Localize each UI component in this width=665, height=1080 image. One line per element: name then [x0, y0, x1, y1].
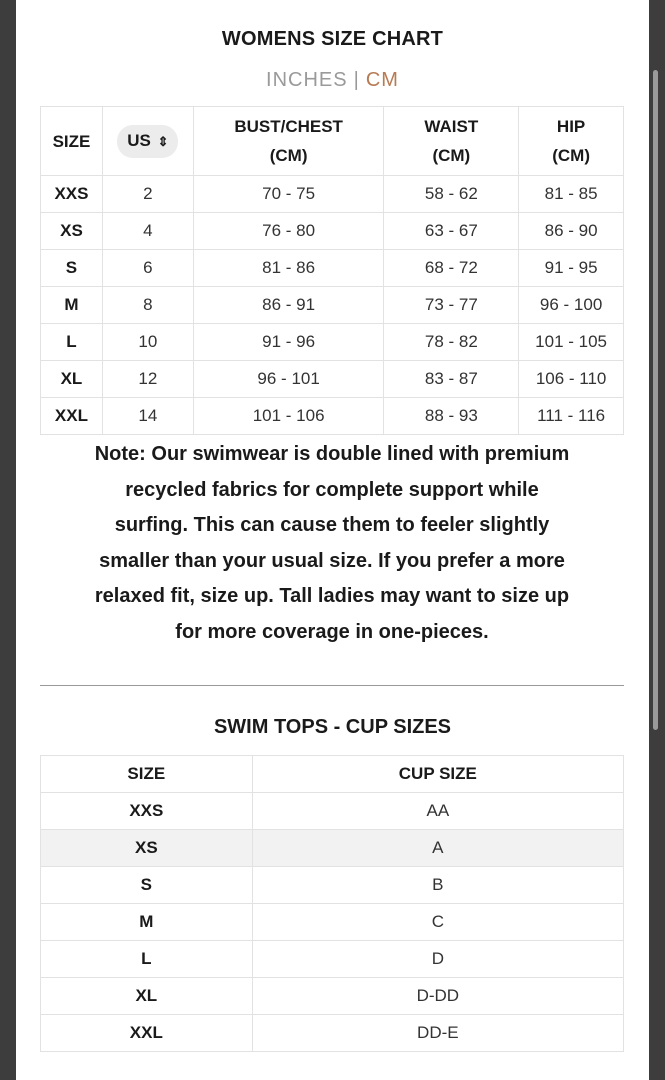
size-cell: XXS: [41, 793, 253, 830]
header-bust: BUST/CHEST (CM): [193, 107, 384, 176]
waist-cell: 78 - 82: [384, 324, 519, 361]
header-us: [102, 107, 193, 176]
us-cell: 8: [102, 287, 193, 324]
table-row: [41, 176, 624, 213]
section-divider: [40, 685, 624, 686]
bust-cell: 81 - 86: [193, 250, 384, 287]
hip-cell: 106 - 110: [519, 361, 624, 398]
size-table-header-row: [41, 107, 624, 176]
us-cell: 2: [102, 176, 193, 213]
note-line: smaller than your usual size. If you prefer a more: [99, 549, 565, 572]
header-cup-size-label: SIZE: [41, 756, 253, 793]
us-cell: 6: [102, 250, 193, 287]
table-row: [41, 978, 624, 1015]
note-line: for more coverage in one-pieces.: [175, 620, 489, 643]
fit-note: [40, 437, 624, 651]
cup-cell: D-DD: [252, 978, 623, 1015]
size-cell: S: [41, 250, 103, 287]
page-title: WOMENS SIZE CHART: [221, 28, 444, 50]
us-sort-button[interactable]: US ⇕: [117, 125, 178, 158]
note-line: surfing. This can cause them to feeler slightly: [114, 514, 550, 537]
cup-table-header-row: [41, 756, 624, 793]
waist-cell: 63 - 67: [384, 213, 519, 250]
size-cell: XL: [41, 978, 253, 1015]
size-cell: XS: [41, 830, 253, 867]
header-waist: WAIST (CM): [384, 107, 519, 176]
header-hip: HIP (CM): [519, 107, 624, 176]
cup-cell: A: [252, 830, 623, 867]
cup-cell: C: [252, 904, 623, 941]
cup-size-table: [40, 755, 624, 1052]
note-line: relaxed fit, size up. Tall ladies may want to size up: [94, 585, 570, 608]
cup-cell: DD-E: [252, 1015, 623, 1052]
size-cell: XS: [41, 213, 103, 250]
note-line: Note: Our swimwear is double lined with premium: [94, 443, 570, 465]
table-row: [41, 213, 624, 250]
size-cell: XXL: [41, 398, 103, 435]
bust-cell: 70 - 75: [193, 176, 384, 213]
hip-cell: 81 - 85: [519, 176, 624, 213]
table-row: [41, 830, 624, 867]
size-table: [40, 106, 624, 435]
us-cell: 10: [102, 324, 193, 361]
size-cell: XL: [41, 361, 103, 398]
us-cell: 12: [102, 361, 193, 398]
cup-cell: D: [252, 941, 623, 978]
table-row: [41, 867, 624, 904]
cup-cell: AA: [252, 793, 623, 830]
hip-cell: 101 - 105: [519, 324, 624, 361]
waist-cell: 83 - 87: [384, 361, 519, 398]
size-cell: S: [41, 867, 253, 904]
cup-cell: B: [252, 867, 623, 904]
waist-cell: 73 - 77: [384, 287, 519, 324]
bust-cell: 96 - 101: [193, 361, 384, 398]
size-cell: L: [41, 941, 253, 978]
unit-cm-option[interactable]: CM: [365, 69, 399, 91]
size-cell: M: [41, 287, 103, 324]
table-row: [41, 361, 624, 398]
waist-cell: 68 - 72: [384, 250, 519, 287]
waist-cell: 58 - 62: [384, 176, 519, 213]
unit-toggle: [0, 69, 665, 92]
unit-separator: |: [353, 69, 360, 91]
us-cell: 4: [102, 213, 193, 250]
hip-cell: 86 - 90: [519, 213, 624, 250]
table-row: [41, 250, 624, 287]
header-cup-size: CUP SIZE: [252, 756, 623, 793]
us-cell: 14: [102, 398, 193, 435]
size-cell: M: [41, 904, 253, 941]
cup-section-title: SWIM TOPS - CUP SIZES: [213, 716, 452, 738]
hip-cell: 96 - 100: [519, 287, 624, 324]
waist-cell: 88 - 93: [384, 398, 519, 435]
hip-cell: 111 - 116: [519, 398, 624, 435]
table-row: [41, 324, 624, 361]
scrollbar[interactable]: [653, 70, 658, 730]
table-row: [41, 941, 624, 978]
note-line: recycled fabrics for complete support while: [125, 478, 539, 501]
sort-chevrons-icon: ⇕: [157, 133, 169, 149]
table-row: [41, 287, 624, 324]
header-size: SIZE: [41, 107, 103, 176]
bust-cell: 76 - 80: [193, 213, 384, 250]
unit-inches-option[interactable]: INCHES: [266, 69, 348, 91]
hip-cell: 91 - 95: [519, 250, 624, 287]
table-row: [41, 793, 624, 830]
size-cell: XXL: [41, 1015, 253, 1052]
bust-cell: 101 - 106: [193, 398, 384, 435]
bust-cell: 86 - 91: [193, 287, 384, 324]
size-cell: L: [41, 324, 103, 361]
size-cell: XXS: [41, 176, 103, 213]
table-row: [41, 398, 624, 435]
bust-cell: 91 - 96: [193, 324, 384, 361]
table-row: [41, 904, 624, 941]
table-row: [41, 1015, 624, 1052]
